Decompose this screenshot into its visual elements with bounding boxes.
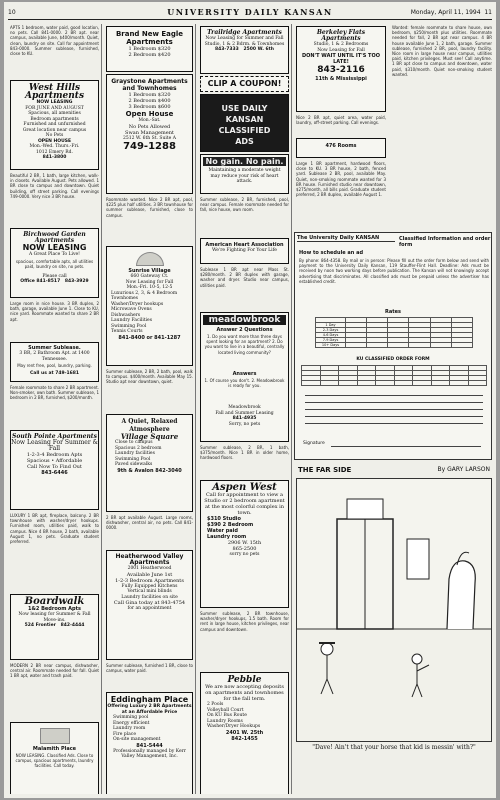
ad-eagle-apartments[interactable] [106,26,193,72]
ad-line: Laundry room [113,726,146,731]
classified-text-block: Nice 2 BR apt, quiet area, water paid, laundry, off-street parking. Call evenings. [296,115,386,126]
ad-line: Water paid [207,528,238,534]
ad-line: No Pets [45,133,64,138]
form-field-line[interactable] [305,409,483,410]
ad-line: Furnished and unfurnished [23,122,86,127]
building-illustration [40,728,70,744]
classified-text-block: Wanted: female roommate to share house, own bedroom, $250/month plus utilities. Roommate needed for fall, 2 BR apt near campus. 4 BR house available June 1, 2 bath, garage. Summer sublease, furnished 2 BR, pool, laundry facility. Nice room in large house near campus, utilities paid, kitchen privileges. Must see! Call anytime. 1 BR apt close to campus and downtown, water paid, $310/month. Quiet non-smoking student wanted. [392,25,492,77]
ad-line: Professionally managed by Kerr Valley Management, Inc. [113,748,186,759]
ad-476-rooms[interactable] [296,138,386,158]
signature-label: Signature [303,441,325,446]
ad-line: Now Leasing for Fall [125,279,174,285]
ad-line: 2001 Heatherwood [127,566,172,571]
far-side-cartoon [296,478,492,742]
far-side-byline: By GARY LARSON [437,466,490,473]
ad-line: 9th & Avalon 842-3040 [117,467,182,474]
ad-title: Graystone Apartments and Townhomes [111,78,188,92]
ad-south-pointe[interactable] [10,430,99,510]
ad-line: Spacious • Affordable [26,458,83,464]
ad-birchwood-garden[interactable] [10,228,99,298]
ad-line: No Pets Allowed [128,123,171,130]
ad-berkeley-flats[interactable] [296,26,386,112]
ad-title: Aspen West [212,482,277,493]
column-3 [198,24,292,794]
ad-body-text: May rent free, pool, laundry, parking. [17,363,92,368]
ad-body-text: spacious, comfortable apts, all utilities paid, laundry on site, no pets. [15,258,94,269]
ad-title: Summer Sublease. [28,345,81,351]
ad-title: CLIP A COUPON! [207,79,282,88]
ad-boardwalk[interactable] [10,594,99,660]
ad-line: 1 Bedroom $320 [128,46,171,52]
ad-line: 749-1288 [123,141,176,152]
ad-line: Fall and Summer Leasing [215,410,274,416]
far-side-header [296,464,492,476]
ad-line: Available June 1st [126,571,173,578]
ad-line: 2906 W. 15th [227,540,262,546]
rate-row-label: 4-6 Days [316,333,346,338]
ad-village-square[interactable] [106,414,193,512]
ad-title: Birchwood Garden Apartments [23,231,86,244]
ad-line: Studio, 1 & 2 Bdrm. & Townhomes [204,41,285,47]
rates-heading: Rates [385,309,401,315]
classified-text-block: Summer sublease, 2 BR, furnished, pool, near campus. Female roommate needed for fall, nice house, own room. [200,197,289,213]
ad-line: NOW LEASING [22,243,87,252]
ad-american-heart-association[interactable] [200,238,289,264]
far-side-title: THE FAR SIDE [298,466,352,474]
form-field-line[interactable] [305,402,483,403]
ad-no-gain-no-pain[interactable] [200,154,289,194]
ad-line: Swimming Pool [115,456,151,462]
ad-line: Paved sidewalks [115,462,153,467]
ad-line: 841-5444 [136,742,163,749]
form-heading: The University Daily KANSAN [297,235,380,241]
ad-line: Spacious 2 bedroom [115,445,162,451]
ad-title: meadowbrook [203,315,286,325]
ad-line: 3 Bedroom $600 [128,104,171,110]
ad-clip-coupon[interactable] [200,76,289,92]
column-2 [104,24,196,794]
column-5-top [390,24,494,230]
ad-title: Pebble [227,675,262,685]
ad-title: 476 Rooms [325,143,357,149]
ad-line: FOR JUNE AND AUGUST [25,105,84,111]
ad-line: 1012 Emery Rd. [36,149,73,155]
ad-line: 2 Bedroom $420 [128,52,171,58]
ad-line: Call Now To Find Out [27,464,82,470]
page-header [8,6,492,20]
classified-text-block: LUXURY 1 BR apt, fireplace, balcony. 2 BR townhouse with washer/dryer hookups. Furnished room, utilities paid, walk to campus. Nice 4 BR house, 2 bath, available August 1, no pets. Graduate student preferred. [10,513,99,545]
ad-line: Now Leasing For Summer & Fall [11,439,98,452]
ad-line: 11th & Mississippi [315,76,367,82]
ad-title: Boardwalk [24,596,85,607]
ad-phone: 843-7333 2500 W. 6th [215,47,274,52]
ad-title: South Pointe Apartments [12,433,97,440]
rate-row-label: 2-3 Days [316,328,346,333]
ad-graystone[interactable] [106,74,193,194]
rates-table [315,317,473,348]
classified-text-block: Beautiful 2 BR, 1 bath, large kitchen, walk-in closets. Available August. Pets allowed. 1 BR close to campus and downtown. Quiet building, off street parking. Call evenings 749-0000. Very nice 3 BR house. [10,173,99,199]
classified-text-block: Summer sublease, 2 BR, 2 bath, pool, walk to campus. $400/month. Available May 15. Studio apt near downtown, quiet. [106,369,193,385]
ad-pebble[interactable] [200,672,289,794]
ad-line: 843-2116 [317,65,365,75]
signature-line[interactable] [331,446,481,447]
form-fields[interactable] [301,393,487,433]
ad-title: USE DAILY KANSAN CLASSIFIED ADS [218,104,271,146]
classified-text-block: Large 1 BR apartment, hardwood floors, close to KU. 3 BR house, 2 bath, fenced yard. Sublease 2 BR, pool, available May. Quiet, non-smoking roommate wanted for 3 BR house. Furnished studio near downtown, $275/month, all bills paid. Graduate student preferred, 2 BR duplex, available August 1. [296,161,386,198]
ad-line: Swimming Pool [111,323,147,329]
ad-line: $390 2 Bedroom [207,522,254,528]
ad-line: DON'T WAIT UNTIL IT'S TOO LATE! [302,53,380,65]
ad-heatherwood-valley[interactable] [106,550,193,660]
ad-line: for an appointment [127,606,172,611]
ad-west-hills[interactable] [10,80,99,170]
ad-title: Heatherwood Valley Apartments [115,553,184,566]
ad-line: Mon.-Sat. [138,118,161,123]
ad-line: Volleyball Court [207,707,244,713]
ad-line: Please call [42,273,67,279]
cowboy-head [321,643,333,655]
ad-title: Trailridge Apartments [207,29,282,36]
classified-text-block: Sublease 1 BR apt near Mass St. $280/month. 2 BR duplex with garage, washer and dryer. Studio near campus, utilities paid. [200,267,289,288]
ad-body-text: NOW LEASING. Classified Ads. Close to campus, spacious apartments, laundry facilities. Call today. [15,753,94,769]
kid-head [412,654,422,664]
ad-line: Answers [232,371,257,377]
ad-line: Laundry Facilities [111,318,153,323]
ad-title: Malamith Place [32,746,77,752]
classified-text-block: Summer sublease, 2 BR, 1 bath, $375/month. Nice 1 BR in older home, hardwood floors. [200,445,289,461]
ad-line: On-site management [113,737,161,742]
rates-grid [315,317,473,348]
ad-line: Now Leasing for Fall [317,47,365,53]
ad-line: 843-6446 [41,470,68,476]
ad-sunrise-village[interactable] [106,246,193,366]
ad-phone: Office 841-8517 843-3929 [20,279,89,284]
form-masthead [297,235,395,242]
cartoon-illustration [297,479,492,742]
ad-line: 2 Pools [207,702,224,707]
ad-title: Eddingham Place [110,695,189,704]
ad-text-grid[interactable] [301,365,487,386]
classified-text-block: Summer sublease, 2 BR townhouse, washer/dryer hookups, 1.5 bath. Room for rent in large house, kitchen privileges, near campus and downtown. [200,611,289,632]
ad-line: Vertical mini blinds [127,589,172,594]
ad-line: Call Gina today at 843-4754 [113,600,186,606]
ad-line: 865-2500 [232,546,257,552]
ad-trailridge[interactable] [200,26,289,74]
ad-line: 841-3800 [42,155,67,160]
ad-line: Dishwashers [111,312,141,318]
ad-line: 3 BR, 2 Bathroom Apt. at 1400 Tennessee. [19,351,90,362]
ad-line: Luxurious 2, 3, & 4 Bedroom Townhomes [111,290,178,301]
horse-figure [447,561,475,629]
paper-title: UNIVERSITY DAILY KANSAN [167,7,333,17]
ad-line: Energy efficient [113,720,150,726]
ad-line: 1-2-3-4 Bedroom Apts [26,452,83,458]
ad-line: We are now accepting deposits on apartments and townhomes for the fall term. [205,684,284,702]
classified-text-block: APTS 1 bedroom, water paid, good location, no pets. Call 841-0000. 2 BR apt. near campus, available June, $400/month. Quiet, clean, laundry on site. Call for appointment 843-0000. Summer sublease, furnished, close to KU. [10,25,99,57]
ad-line: 841-8400 or 841-1287 [118,334,181,341]
page-number-left: 10 [8,9,16,16]
ad-line: A Great Place To Live! [28,252,80,257]
rate-row-label: 7-9 Days [316,338,346,343]
ad-use-kansan-classifieds[interactable] [200,94,289,152]
form-instructions: By phone: 864-4358. By mail or in person: Please fill out the order form below and send with payment to the University Daily Kansan, 119 Stauffer-Flint Hall. Deadline: Ads must be received by noon two working days before publication. The Kansan will not knowingly accept advertising that discriminates. All classified ads must be prepaid unless the advertiser has established credit. [299,258,489,284]
ad-title: Brand New Eagle Apartments [115,30,184,46]
order-write-grid[interactable] [301,365,487,386]
ad-line: Spacious, all amenities [28,111,81,116]
ad-line: Now Leasing for Summer and Fall [205,36,284,41]
ad-malamith-place[interactable] [10,722,99,794]
ad-line: 842-1455 [231,735,258,742]
ad-line: Bedroom apartments [30,116,79,122]
ad-line: Offering Luxury 2 BR Apartments at an Affordable Price [107,704,192,715]
form-field-line[interactable] [305,416,483,417]
form-field-line[interactable] [305,395,483,396]
ad-meadowbrook[interactable] [200,312,289,442]
ad-line: Laundry facilities [115,451,155,456]
ad-line: Open House [125,110,174,118]
ad-line: NOW LEASING [36,100,73,105]
ad-line: Studio, 1 & 2 Bedrooms [313,42,369,47]
ad-summer-sublease[interactable] [10,342,99,382]
ad-line: Call us at 749-1681 [30,371,79,376]
ad-line: Great location near campus [22,127,87,133]
classified-text-block: Roommate wanted. Nice 2 BR apt, pool, $225 plus half utilities. 3 BR townhouse for summer sublease, furnished, close to campus. [106,197,193,218]
ad-line: 2512 W. 6th St. Suite A [123,135,176,141]
ad-line: 660 Gateway Ct. [130,274,169,279]
ad-line: Call for appointment to view a Studio or 2 bedroom apartment at the most colorful complex in town. [204,492,285,516]
ad-line: We're Fighting For Your Life [212,248,277,253]
ad-line: 1-2-3 Bedroom Apartments [115,577,184,584]
sunrise-logo [136,252,164,266]
ad-line: Tennis Courts [111,329,143,334]
order-form-title: KU CLASSIFIED ORDER FORM [356,357,430,362]
rate-row-label: 1 Day [316,323,346,328]
far-side-caption: "Dave! Ain't that your horse that kid is messin' with?" [312,744,476,751]
ad-title: No gain. No pain. [203,157,286,166]
classified-text-block: 2 BR apt available August. Large rooms, dishwasher, central air, no pets. Call 841-0000. [106,515,193,531]
ad-body-text: 1. Do you want more than three days spent looking for an apartment? 2. Do you want to live in a beautiful, centrally located living community? [204,334,285,355]
ad-line: Fire place [113,731,136,737]
column-1 [8,24,102,794]
ad-line: OPEN HOUSE [37,138,72,144]
ad-line: 2401 W. 25th [225,729,264,736]
header-date: Monday, April 11, 1994 11 [410,9,492,16]
ad-line: Laundry Rooms [207,718,243,724]
ad-line: Laundry facilities on site [121,594,178,600]
ad-line: Maintaining a moderate weight may reduce your risk of heart attack. [208,168,281,184]
ad-aspen-west[interactable] [200,480,289,608]
ad-line: Now leasing for Summer & Fall Move-ins. [18,612,91,623]
classified-text-block: MODERN 2 BR near campus, dishwasher, central air. Roommate needed for fall. Quiet 1 BR apt, water and trash paid. [10,663,99,679]
ad-title: West Hills Apartments [24,83,85,101]
ad-line: Sorry, no pets [228,421,261,427]
ad-line: Close to campus [115,440,153,445]
ad-line: Washer/Dryer hookups [111,301,164,307]
ad-line: Answer 2 Questions [216,327,273,333]
ad-line: Village Square [120,432,179,441]
ad-body-text: 1. Of course you don't. 2. Meadowbrook is ready for you. [204,378,285,389]
classified-text-block: Summer sublease, furnished 1 BR, close to campus, water paid. [106,663,193,674]
classified-order-form [294,232,492,460]
ad-eddingham-place[interactable] [106,692,193,794]
ad-line: 841-4935 [232,416,257,421]
ad-line: Swan Management [125,129,174,136]
form-field-line[interactable] [305,423,483,424]
ad-line: 1&2 Bedroom Apts [28,606,81,612]
ad-line: $310 Studio [207,516,241,522]
ad-line: Swimming pool [113,715,149,720]
classified-text-block: Female roommate to share 2 BR apartment. Non-smoker, own bath. Summer sublease, 1 bedroom in 2 BR, furnished, $200/month. [10,385,99,401]
ad-line: Microwave Ovens [111,307,152,312]
ad-line: Fully Equipped Kitchens [121,583,178,589]
ad-line: Washer/Dryer Hookups [207,724,261,729]
form-how-to: How to schedule an ad [299,250,364,256]
ad-line: Mon.-Fri. 10-5, 12-5 [126,285,173,290]
ad-title: Sunrise Village [128,268,171,274]
ad-line: 1 Bedroom $320 [128,92,171,98]
ad-title: American Heart Association [205,242,284,248]
classified-text-block: Large room in nice house. 3 BR duplex, 2 bath, garage, available June 1. Close to KU, nice yard. Roommate wanted to share 2 BR apt. [10,301,99,322]
newspaper-page [4,2,496,798]
ad-line: 2 Bedroom $400 [128,98,171,104]
form-subheading: Classified Information and order form [399,236,491,248]
ad-line: Mon.-Wed. Thurs.-Fri. [29,144,80,149]
ad-line: On KU Bus Route [207,713,247,718]
ad-title: Berkeley Flats Apartments [316,29,366,42]
ad-line: Laundry room [207,534,247,540]
ad-phone: 524 Frontier 842-4444 [24,623,85,628]
rate-row-label: 10+ Days [316,343,346,348]
ad-line: Meadowbrook [228,405,261,410]
ad-line: sorry no pets [229,552,260,557]
ad-title: A Quiet, Relaxed Atmosphere [121,418,178,433]
